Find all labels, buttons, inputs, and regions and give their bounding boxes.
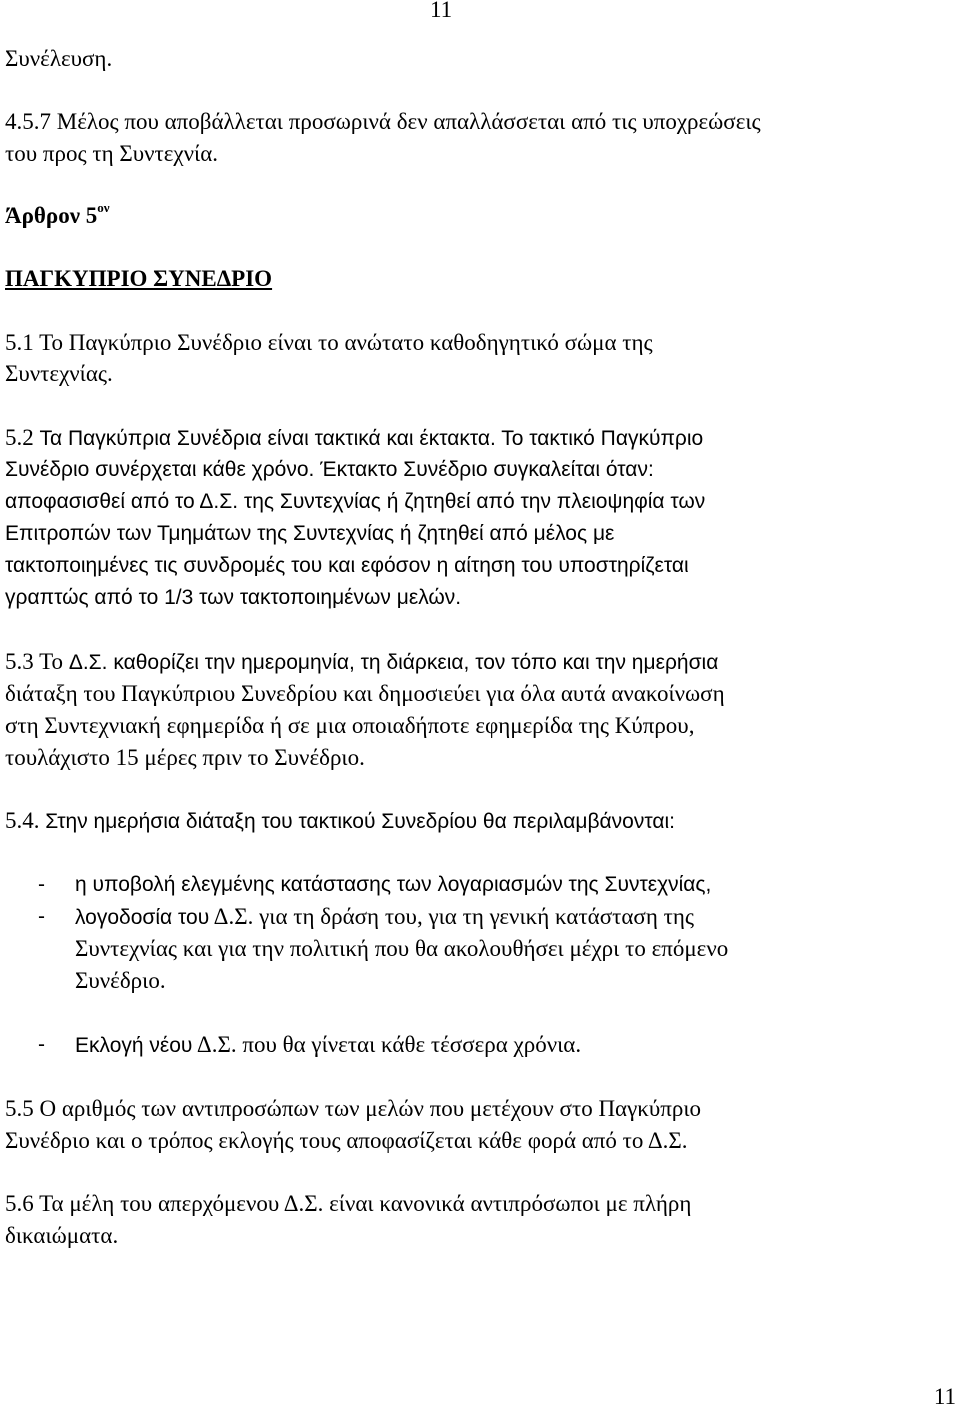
clause-text: Δ.Σ. καθορίζει την ημερομηνία, τη διάρκεια, τον τόπο και την ημερήσια	[68, 651, 719, 674]
text-line: 5.6 Τα μέλη του απερχόμενου Δ.Σ. είναι κανονικά αντιπρόσωποι με πλήρη	[5, 1191, 692, 1216]
list-item: η υποβολή ελεγμένης κατάστασης των λογαριασμών της Συντεχνίας,	[75, 873, 712, 896]
text-line: αποφασισθεί από το Δ.Σ. της Συντεχνίας ή ζητηθεί από την πλειοψηφία των	[5, 490, 706, 513]
clause-number: 5.4.	[5, 808, 40, 833]
text-line: τακτοποιημένες τις συνδρομές του και εφόσον η αίτηση του υποστηρίζεται	[5, 554, 689, 577]
list-item	[75, 1029, 581, 1061]
page-number-bottom: 11	[933, 1384, 956, 1409]
text-line: διάταξη του Παγκύπριου Συνεδρίου και δημοσιεύει για όλα αυτά ανακοίνωση	[5, 681, 725, 706]
list-item-text: Δ.Σ. που θα γίνεται κάθε τέσσερα χρόνια.	[196, 1032, 582, 1057]
text-line: τουλάχιστο 15 μέρες πριν το Συνέδριο.	[5, 745, 365, 770]
clause-text: Στην ημερήσια διάταξη του τακτικού Συνεδρίου θα περιλαμβάνονται:	[45, 810, 675, 833]
article-heading-sup: ον	[97, 200, 110, 216]
article-heading-text: Άρθρον 5	[5, 203, 98, 228]
text-line: 4.5.7 Μέλος που αποβάλλεται προσωρινά δεν απαλλάσσεται από τις υποχρεώσεις	[5, 109, 761, 134]
text-line	[5, 646, 718, 678]
text-line: Επιτροπών των Τμημάτων της Συντεχνίας ή ζητηθεί από μέλος με	[5, 522, 615, 545]
page-number-top: 11	[430, 0, 453, 22]
list-dash: -	[38, 873, 45, 896]
text-line: Συνέδριο συνέρχεται κάθε χρόνο. Έκτακτο Συνέδριο συγκαλείται όταν:	[5, 458, 654, 481]
text-line: Συνέδριο και ο τρόπος εκλογής τους αποφασίζεται κάθε φορά από το Δ.Σ.	[5, 1128, 688, 1153]
clause-number: 5.3 Το	[5, 649, 64, 674]
text-line: δικαιώματα.	[5, 1223, 119, 1248]
list-item-text: Εκλογή νέου	[75, 1034, 193, 1057]
list-dash: -	[38, 905, 45, 928]
text-line: 5.5 Ο αριθμός των αντιπροσώπων των μελών που μετέχουν στο Παγκύπριο	[5, 1096, 702, 1121]
text-line: του προς τη Συντεχνία.	[5, 141, 219, 166]
text-line: Συνέλευση.	[5, 46, 113, 71]
list-item-text: Δ.Σ. για τη δράση του, για τη γενική κατάσταση της	[213, 904, 694, 929]
text-line: στη Συντεχνιακή εφημερίδα ή σε μια οποιαδήποτε εφημερίδα της Κύπρου,	[5, 713, 695, 738]
list-item-continuation: Συνέδριο.	[75, 968, 166, 993]
clause-text: Τα Παγκύπρια Συνέδρια είναι τακτικά και έκτακτα. Το τακτικό Παγκύπριο	[39, 427, 704, 450]
text-line	[5, 422, 703, 454]
list-item	[75, 901, 694, 933]
text-line: Συντεχνίας.	[5, 361, 113, 386]
text-line: γραπτώς από το 1/3 των τακτοποιημένων μελών.	[5, 586, 462, 609]
text-line	[5, 805, 675, 837]
clause-number: 5.2	[5, 425, 34, 450]
article-heading	[5, 200, 110, 231]
text-line: 5.1 Το Παγκύπριο Συνέδριο είναι το ανώτατο καθοδηγητικό σώμα της	[5, 330, 653, 355]
list-item-text: λογοδοσία του	[75, 906, 210, 929]
list-item-continuation: Συντεχνίας και για την πολιτική που θα ακολουθήσει μέχρι το επόμενο	[75, 936, 729, 961]
section-title: ΠΑΓΚΥΠΡΙΟ ΣΥΝΕΔΡΙΟ	[5, 266, 273, 291]
list-dash: -	[38, 1033, 45, 1056]
